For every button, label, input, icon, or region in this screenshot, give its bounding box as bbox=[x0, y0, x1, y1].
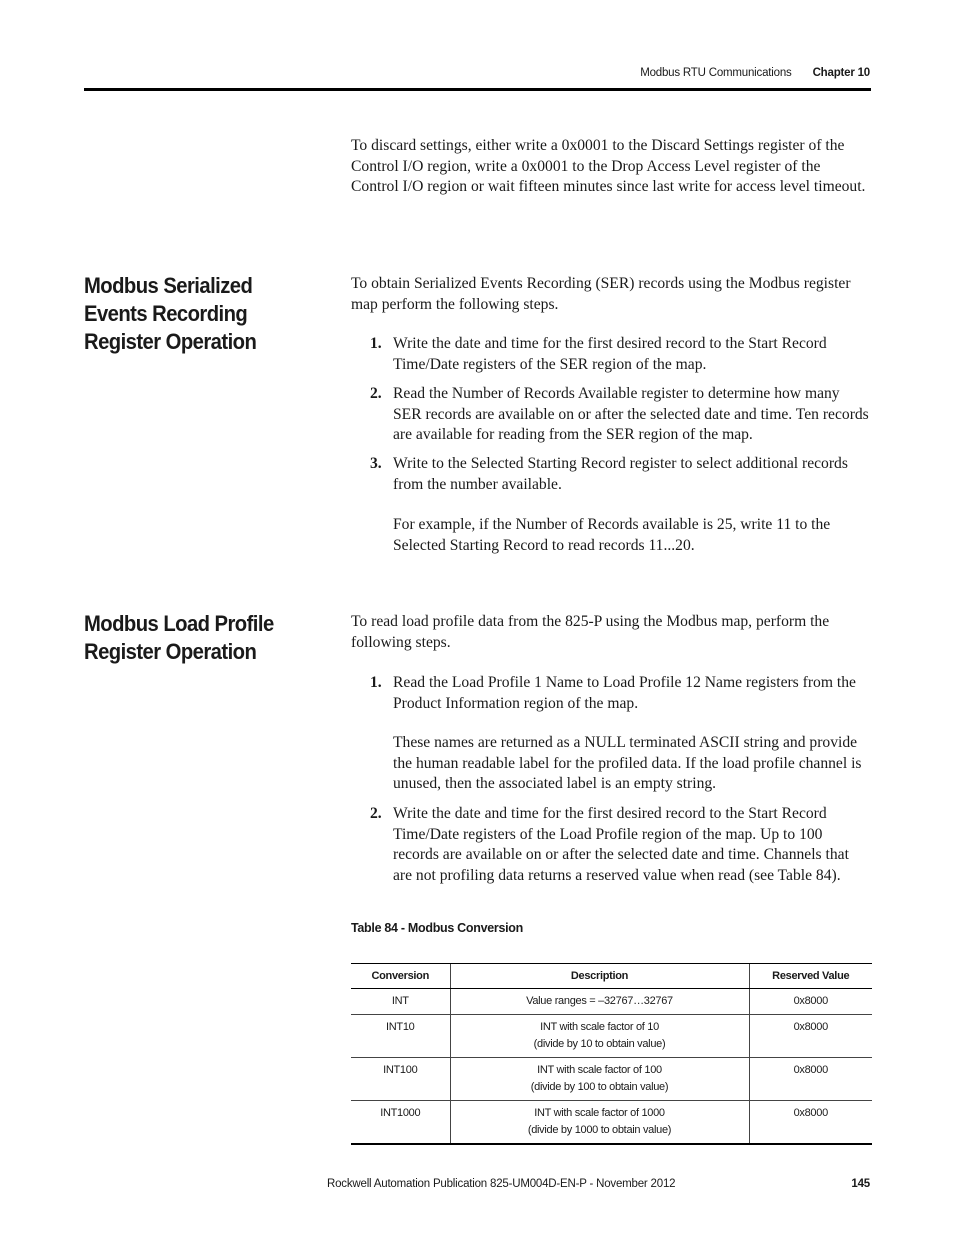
column-header-reserved-value: Reserved Value bbox=[749, 964, 872, 989]
header-chapter-label: Chapter 10 bbox=[812, 67, 870, 79]
cell-description bbox=[450, 1058, 749, 1101]
description-line: Value ranges = –32767…32767 bbox=[526, 995, 673, 1007]
step-text: Read the Load Profile 1 Name to Load Profile 12 Name registers from the Product Information region of the map. bbox=[393, 674, 856, 712]
header-rule bbox=[84, 88, 871, 91]
description-line: INT with scale factor of 1000 bbox=[534, 1107, 665, 1119]
step-text: Write the date and time for the first desired record to the Start Record Time/Date registers of the Load Profile region of the map. Up to 100 records are available on or after the selected date and time. Channels that are not profiling data returns a reserved value when read (see Table 84). bbox=[393, 805, 849, 884]
cell-reserved-value: 0x8000 bbox=[749, 1101, 872, 1145]
column-header-conversion: Conversion bbox=[351, 964, 450, 989]
step-text: Write the date and time for the first desired record to the Start Record Time/Date registers of the SER region of the map. bbox=[393, 335, 827, 373]
step-number: 3. bbox=[370, 455, 382, 472]
description-line: INT with scale factor of 100 bbox=[537, 1064, 662, 1076]
modbus-conversion-table bbox=[351, 963, 872, 1145]
cell-description bbox=[450, 1015, 749, 1058]
running-header bbox=[640, 67, 870, 79]
ser-section-intro: To obtain Serialized Events Recording (SER) records using the Modbus register map perform the following steps. bbox=[351, 275, 851, 313]
cell-conversion: INT100 bbox=[351, 1058, 450, 1101]
cell-reserved-value: 0x8000 bbox=[749, 1015, 872, 1058]
cell-conversion: INT10 bbox=[351, 1015, 450, 1058]
ser-step-note: For example, if the Number of Records available is 25, write 11 to the Selected Starting Record to read records 11...20. bbox=[393, 516, 831, 554]
load-profile-step-note: These names are returned as a NULL terminated ASCII string and provide the human readable label for the profiled data. If the load profile channel is unused, then the associated label is an empty string. bbox=[393, 734, 862, 792]
header-section-title: Modbus RTU Communications bbox=[640, 67, 792, 79]
description-line: (divide by 1000 to obtain value) bbox=[527, 1124, 672, 1136]
step-number: 2. bbox=[370, 385, 382, 402]
table-header-row bbox=[351, 964, 872, 989]
table-row bbox=[351, 1015, 872, 1058]
description-line: (divide by 10 to obtain value) bbox=[533, 1038, 666, 1050]
cell-description bbox=[450, 989, 749, 1015]
cell-reserved-value: 0x8000 bbox=[749, 1058, 872, 1101]
step-text: Read the Number of Records Available register to determine how many SER records are available on or after the selected date and time. Ten records are available for reading from the SER region of the map. bbox=[393, 385, 869, 443]
table-row bbox=[351, 1058, 872, 1101]
load-profile-heading: Modbus Load Profile Register Operation bbox=[84, 611, 274, 664]
table-row bbox=[351, 989, 872, 1015]
cell-conversion: INT1000 bbox=[351, 1101, 450, 1145]
cell-reserved-value: 0x8000 bbox=[749, 989, 872, 1015]
step-number: 2. bbox=[370, 805, 382, 822]
description-line: INT with scale factor of 10 bbox=[540, 1021, 659, 1033]
step-number: 1. bbox=[370, 674, 382, 691]
table-caption: Table 84 - Modbus Conversion bbox=[351, 921, 523, 935]
column-header-description: Description bbox=[450, 964, 749, 989]
step-number: 1. bbox=[370, 335, 382, 352]
table-row bbox=[351, 1101, 872, 1145]
step-text: Write to the Selected Starting Record register to select additional records from the number available. bbox=[393, 455, 848, 493]
description-line: (divide by 100 to obtain value) bbox=[530, 1081, 669, 1093]
cell-description bbox=[450, 1101, 749, 1145]
cell-conversion: INT bbox=[351, 989, 450, 1015]
footer-publication: Rockwell Automation Publication 825-UM004D-EN-P - November 2012 bbox=[327, 1178, 676, 1190]
page-number: 145 bbox=[851, 1178, 870, 1190]
load-profile-intro: To read load profile data from the 825-P using the Modbus map, perform the following steps. bbox=[351, 613, 830, 651]
ser-section-heading: Modbus Serialized Events Recording Register Operation bbox=[84, 273, 257, 354]
intro-paragraph: To discard settings, either write a 0x0001 to the Discard Settings register of the Control I/O region, write a 0x0001 to the Drop Access Level register of the Control I/O region or wait fifteen minutes since last write for access level timeout. bbox=[351, 137, 866, 195]
